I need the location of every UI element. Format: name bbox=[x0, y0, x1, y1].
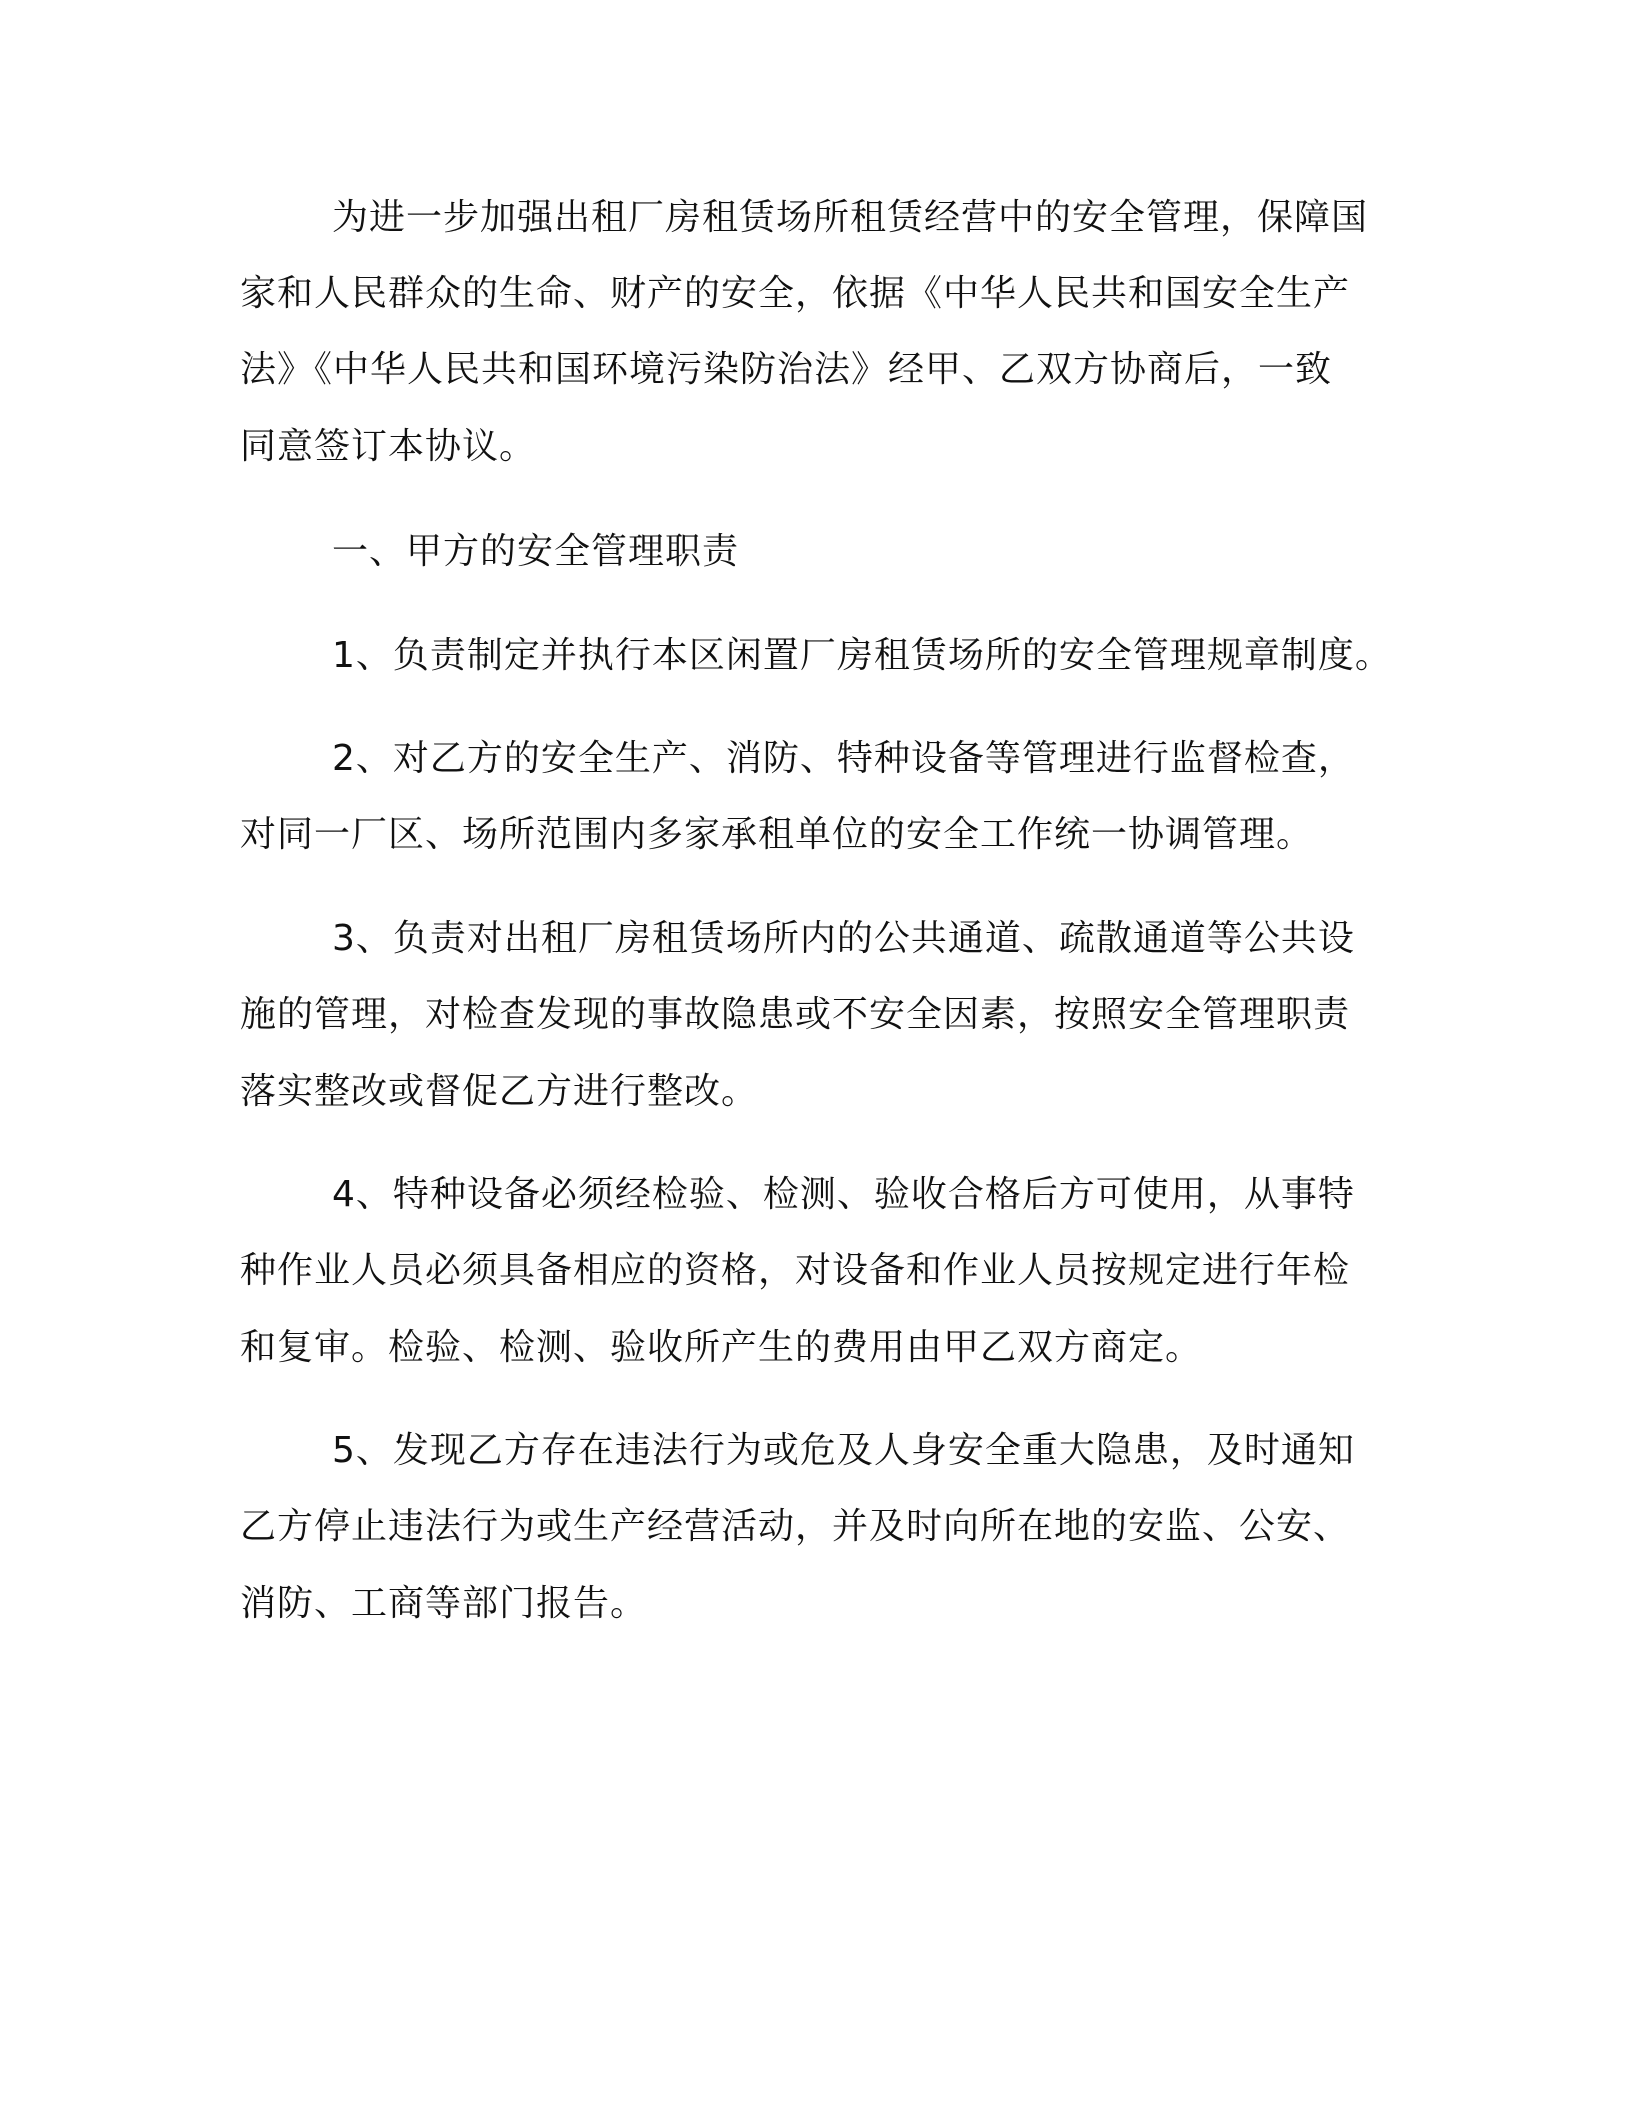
item-5-line-1: 5、发现乙方存在违法行为或危及人身安全重大隐患，及时通知 bbox=[332, 1430, 1355, 1471]
item-1-line-1: 1、负责制定并执行本区闲置厂房租赁场所的安全管理规章制度。 bbox=[332, 635, 1392, 676]
item-3-line-1: 3、负责对出租厂房租赁场所内的公共通道、疏散通道等公共设 bbox=[332, 918, 1355, 959]
item-5-line-3: 消防、工商等部门报告。 bbox=[240, 1583, 648, 1624]
section-heading-party-a: 一、甲方的安全管理职责 bbox=[332, 531, 740, 572]
item-4-line-3: 和复审。检验、检测、验收所产生的费用由甲乙双方商定。 bbox=[240, 1327, 1203, 1368]
item-4-line-1: 4、特种设备必须经检验、检测、验收合格后方可使用，从事特 bbox=[332, 1174, 1355, 1215]
paragraph-intro-line-4: 同意签订本协议。 bbox=[240, 426, 537, 467]
item-2-line-1: 2、对乙方的安全生产、消防、特种设备等管理进行监督检查， bbox=[332, 738, 1355, 779]
item-3-line-3: 落实整改或督促乙方进行整改。 bbox=[240, 1071, 759, 1112]
paragraph-intro-line-1: 为进一步加强出租厂房租赁场所租赁经营中的安全管理，保障国 bbox=[332, 197, 1369, 238]
paragraph-intro-line-3: 法》《中华人民共和国环境污染防治法》经甲、乙双方协商后，一致 bbox=[240, 349, 1333, 390]
item-3-line-2: 施的管理，对检查发现的事故隐患或不安全因素，按照安全管理职责 bbox=[240, 994, 1351, 1035]
item-4-line-2: 种作业人员必须具备相应的资格，对设备和作业人员按规定进行年检 bbox=[240, 1250, 1351, 1291]
paragraph-intro-line-2: 家和人民群众的生命、财产的安全，依据《中华人民共和国安全生产 bbox=[240, 273, 1351, 314]
item-5-line-2: 乙方停止违法行为或生产经营活动，并及时向所在地的安监、公安、 bbox=[240, 1506, 1351, 1547]
item-2-line-2: 对同一厂区、场所范围内多家承租单位的安全工作统一协调管理。 bbox=[240, 814, 1314, 855]
